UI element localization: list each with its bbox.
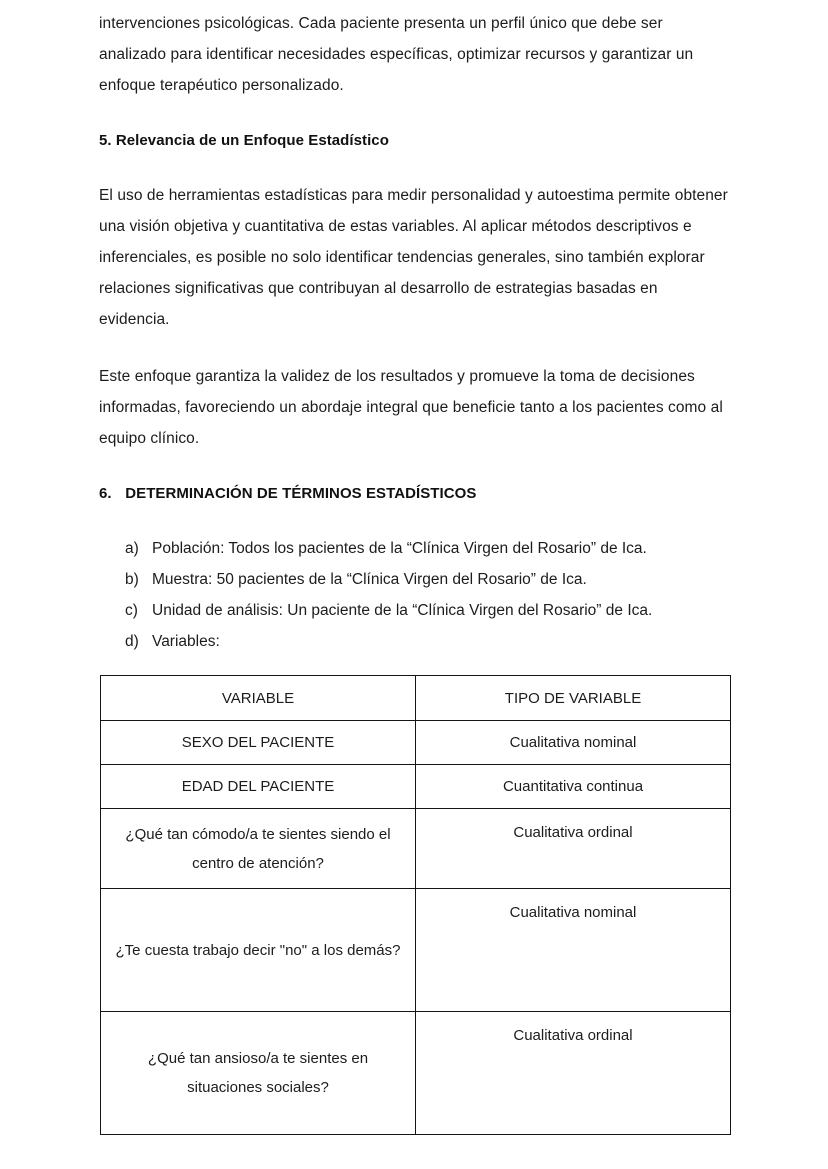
document-body <box>99 0 729 1135</box>
table-cell-tipo: Cuantitativa continua <box>416 765 731 809</box>
section-heading-6-text: DETERMINACIÓN DE TÉRMINOS ESTADÍSTICOS <box>125 485 477 502</box>
section-heading-5-text: Relevancia de un Enfoque Estadístico <box>115 132 389 149</box>
table-cell-variable: SEXO DEL PACIENTE <box>101 721 416 765</box>
definitions-list <box>99 533 729 657</box>
list-item-marker: b) <box>125 571 139 588</box>
table-row <box>101 721 731 765</box>
table-cell-tipo: Cualitativa ordinal <box>416 809 731 889</box>
table-cell-tipo: Cualitativa ordinal <box>416 1012 731 1135</box>
table-header-tipo: TIPO DE VARIABLE <box>416 676 731 721</box>
paragraph-statistical-tools: El uso de herramientas estadísticas para medir personalidad y autoestima permite obtener una visión objetiva y cuantitativa de estas variables. Al aplicar métodos descriptivos e inferenciales, es posible no solo identificar tendencias generales, sino también explorar relaciones significativas que contribuyan al desarrollo de estrategias basadas en evidencia. <box>99 187 728 328</box>
table-cell-variable: ¿Te cuesta trabajo decir "no" a los demás? <box>101 889 416 1012</box>
paragraph-continuation: intervenciones psicológicas. Cada paciente presenta un perfil único que debe ser analizado para identificar necesidades específicas, optimizar recursos y garantizar un enfoque terapéutico personalizado. <box>99 15 694 94</box>
list-item-text: Población: Todos los pacientes de la “Clínica Virgen del Rosario” de Ica. <box>152 540 647 557</box>
table-row <box>101 765 731 809</box>
table-header-variable: VARIABLE <box>101 676 416 721</box>
table-cell-variable: EDAD DEL PACIENTE <box>101 765 416 809</box>
table-row <box>101 889 731 1012</box>
list-item-text: Muestra: 50 pacientes de la “Clínica Virgen del Rosario” de Ica. <box>152 571 587 588</box>
list-item <box>125 626 729 657</box>
list-item <box>125 564 729 595</box>
list-item <box>125 595 729 626</box>
list-item-marker: d) <box>125 633 139 650</box>
table-header-row <box>101 676 731 721</box>
list-item-marker: a) <box>125 540 139 557</box>
table-row <box>101 809 731 889</box>
list-item <box>125 533 729 564</box>
table-cell-variable: ¿Qué tan ansioso/a te sientes en situaciones sociales? <box>101 1012 416 1135</box>
list-item-text: Unidad de análisis: Un paciente de la “Clínica Virgen del Rosario” de Ica. <box>152 602 653 619</box>
table-cell-tipo: Cualitativa nominal <box>416 889 731 1012</box>
paragraph-validity: Este enfoque garantiza la validez de los resultados y promueve la toma de decisiones informadas, favoreciendo un abordaje integral que beneficie tanto a los pacientes como al equipo clínico. <box>99 368 723 447</box>
table-cell-tipo: Cualitativa nominal <box>416 721 731 765</box>
table-cell-variable: ¿Qué tan cómodo/a te sientes siendo el centro de atención? <box>101 809 416 889</box>
list-item-text: Variables: <box>152 633 220 650</box>
section-heading-6 <box>99 480 729 507</box>
section-heading-6-number: 6. <box>99 485 112 502</box>
section-heading-5 <box>99 127 729 154</box>
section-heading-5-number: 5. <box>99 132 112 149</box>
table-row <box>101 1012 731 1135</box>
list-item-marker: c) <box>125 602 138 619</box>
variables-table <box>100 675 731 1135</box>
